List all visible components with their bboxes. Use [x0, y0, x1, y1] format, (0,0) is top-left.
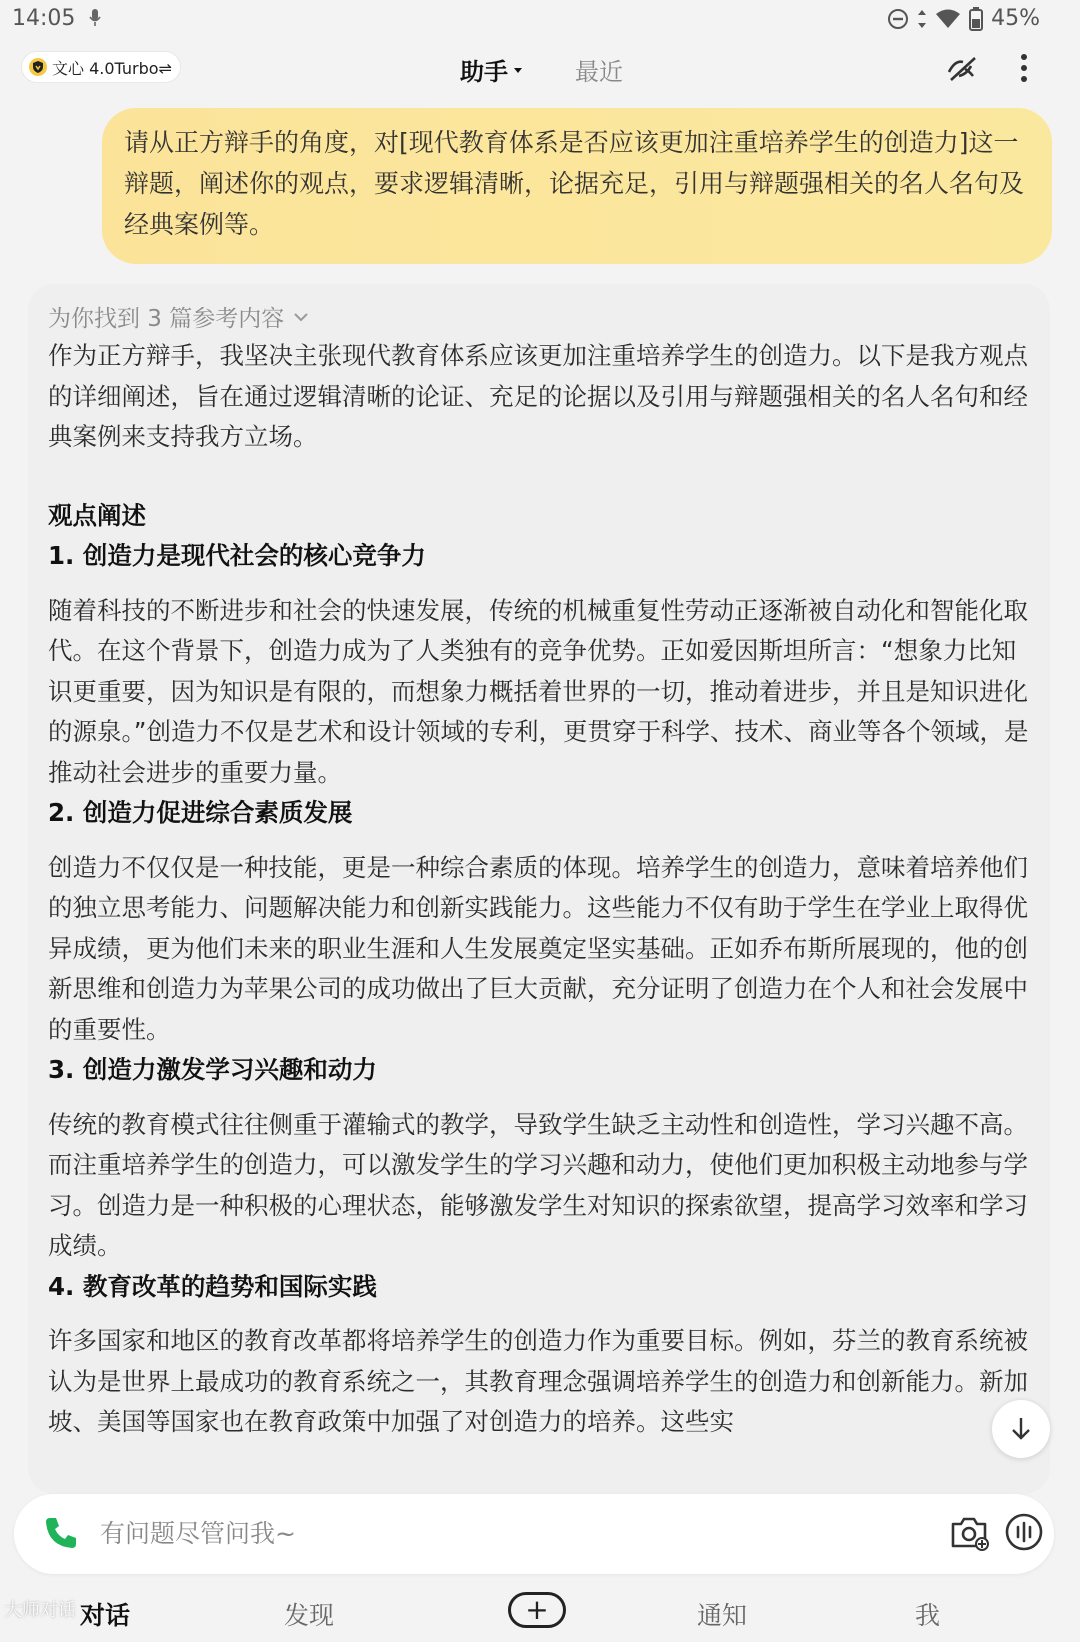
status-time: 14:05 — [12, 6, 76, 31]
model-badge-icon — [28, 57, 48, 77]
assistant-answer-card — [28, 284, 1050, 1494]
plus-icon: + — [525, 1593, 549, 1626]
point-text: 传统的教育模式往往侧重于灌输式的教学，导致学生缺乏主动性和创造性，学习兴趣不高。而注重培养学生的创造力，可以激发学生的学习兴趣和动力，使他们更加积极主动地参与学习。创造力是一种积极的心理状态，能够激发学生对知识的探索欲望，提高学习效率和学习成绩。 — [48, 1109, 1028, 1260]
scroll-to-bottom-button[interactable] — [992, 1400, 1050, 1458]
model-label: 文心 4.0Turbo⇌ — [52, 58, 172, 78]
point-heading: 2. 创造力促进综合素质发展 — [48, 798, 353, 827]
phone-call-icon[interactable] — [42, 1514, 80, 1552]
watermark: 大师对话 — [4, 1600, 76, 1621]
battery-level: 45% — [991, 6, 1040, 31]
answer-body — [48, 336, 1038, 1443]
voice-input-icon[interactable] — [1004, 1512, 1044, 1552]
tab-recent[interactable]: 最近 — [575, 58, 623, 86]
point-text: 许多国家和地区的教育改革都将培养学生的创造力作为重要目标。例如，芬兰的教育系统被认为是世界上最成功的教育系统之一，其教育理念强调培养学生的创造力和创新能力。新加坡、美国等国家也在教育政策中加强了对创造力的培养。这些实 — [48, 1326, 1028, 1436]
model-selector[interactable] — [22, 52, 180, 82]
new-chat-button[interactable] — [508, 1592, 566, 1628]
more-options-icon[interactable] — [1020, 52, 1028, 84]
tab-assistant-label: 助手 — [460, 58, 508, 86]
status-bar — [0, 0, 1080, 40]
camera-icon[interactable] — [949, 1514, 989, 1552]
wifi-icon — [935, 8, 961, 30]
caret-down-icon — [512, 64, 524, 76]
references-toggle[interactable] — [48, 300, 310, 333]
section-title: 观点阐述 — [48, 500, 146, 530]
tab-chat[interactable]: 对话 — [80, 1601, 131, 1630]
chat-input-field[interactable]: 有问题尽管问我~ — [100, 1519, 296, 1548]
chat-input-bar — [14, 1494, 1054, 1574]
answer-intro: 作为正方辩手，我坚决主张现代教育体系应该更加注重培养学生的创造力。以下是我方观点的详细阐述，旨在通过逻辑清晰的论证、充足的论据以及引用与辩题强相关的名人名句和经典案例来支持我方立场。 — [48, 341, 1028, 451]
point-heading: 1. 创造力是现代社会的核心竞争力 — [48, 541, 426, 570]
tab-me[interactable]: 我 — [915, 1601, 941, 1630]
tab-assistant[interactable] — [460, 52, 524, 87]
battery-icon — [969, 7, 983, 31]
bottom-tab-bar — [0, 1586, 1080, 1642]
point-heading: 3. 创造力激发学习兴趣和动力 — [48, 1055, 377, 1084]
tab-notifications[interactable]: 通知 — [697, 1601, 748, 1630]
chevron-down-icon — [292, 311, 310, 323]
user-message-bubble: 请从正方辩手的角度，对[现代教育体系是否应该更加注重培养学生的创造力]这一辩题，阐述你的观点，要求逻辑清晰，论据充足，引用与辩题强相关的名人名句及经典案例等。 — [102, 108, 1052, 264]
point-text: 创造力不仅仅是一种技能，更是一种综合素质的体现。培养学生的创造力，意味着培养他们的独立思考能力、问题解决能力和创新实践能力。这些能力不仅有助于学生在学业上取得优异成绩，更为他们未来的职业生涯和人生发展奠定坚实基础。正如乔布斯所展现的，他的创新思维和创造力为苹果公司的成功做出了巨大贡献，充分证明了创造力在个人和社会发展中的重要性。 — [48, 852, 1028, 1044]
microphone-icon — [88, 8, 102, 28]
do-not-disturb-icon — [887, 8, 909, 30]
point-heading: 4. 教育改革的趋势和国际实践 — [48, 1271, 377, 1301]
references-label: 为你找到 3 篇参考内容 — [48, 306, 285, 332]
top-nav — [0, 40, 1080, 106]
tab-discover[interactable]: 发现 — [284, 1601, 335, 1630]
data-transfer-icon — [917, 8, 927, 30]
voice-off-icon[interactable] — [945, 54, 981, 84]
point-text: 随着科技的不断进步和社会的快速发展，传统的机械重复性劳动正逐渐被自动化和智能化取代。在这个背景下，创造力成为了人类独有的竞争优势。正如爱因斯坦所言：“想象力比知识更重要，因为知识是有限的，而想象力概括着世界的一切，推动着进步，并且是知识进化的源泉。”创造力不仅是艺术和设计领域的专利，更贯穿于科学、技术、商业等各个领域，是推动社会进步的重要力量。 — [48, 595, 1029, 787]
arrow-down-icon — [1009, 1416, 1033, 1442]
